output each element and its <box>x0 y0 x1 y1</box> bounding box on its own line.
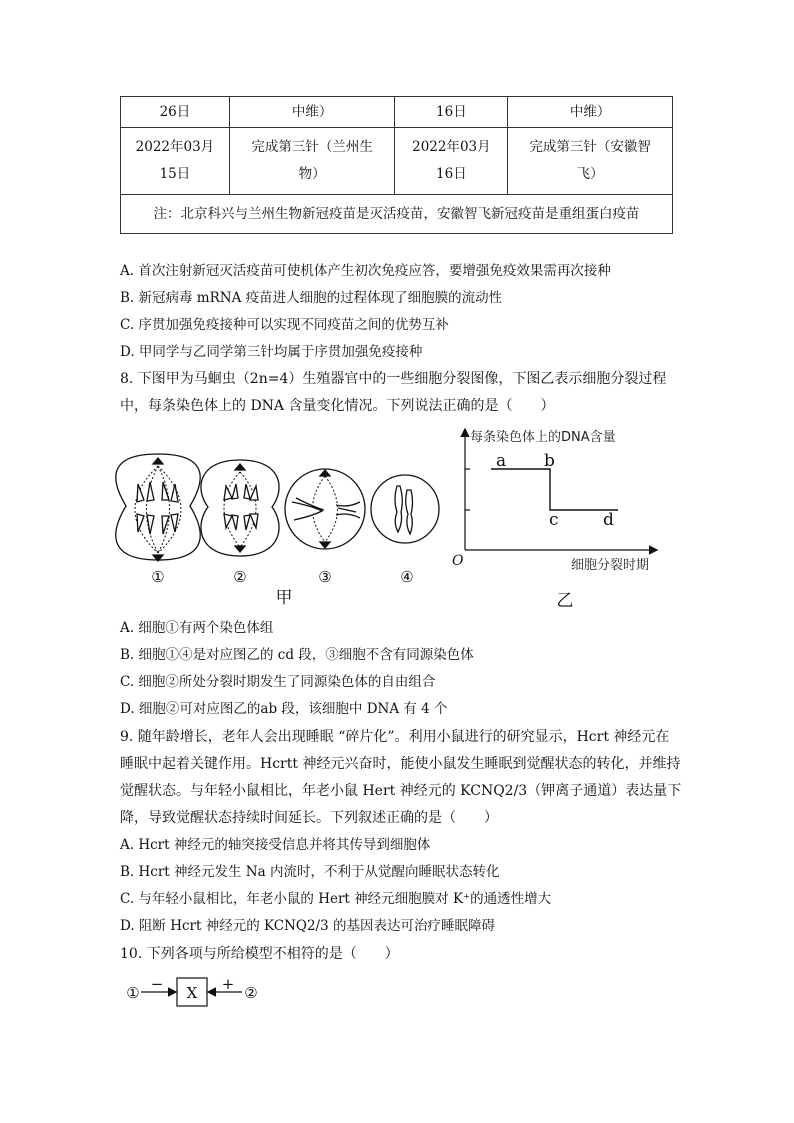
q8-option-c: C. 细胞②所处分裂时期发生了同源染色体的自由组合 <box>120 674 436 690</box>
q8-option-a: A. 细胞①有两个染色体组 <box>120 620 274 636</box>
q7-option-c: C. 序贯加强免疫接种可以实现不同疫苗之间的优势互补 <box>120 317 449 333</box>
point-a: a <box>496 451 507 471</box>
cell-2 <box>201 460 279 556</box>
point-c: c <box>549 510 559 530</box>
q8-option-d: D. 细胞②可对应图乙的ab 段，该细胞中 DNA 有 4 个 <box>120 701 448 717</box>
cell-1 <box>116 454 200 561</box>
model-minus-sign: − <box>150 975 164 993</box>
q8-option-b: B. 细胞①④是对应图乙的 cd 段，③细胞不含有同源染色体 <box>120 647 474 663</box>
y-axis-label: 每条染色体上的DNA含量 <box>470 430 616 445</box>
panel-label-yi: 乙 <box>556 591 574 611</box>
table-cell: 2022年03月 15日 <box>121 128 230 195</box>
table-cell: 中维） <box>508 97 673 128</box>
table-cell: 2022年03月 16日 <box>395 128 508 195</box>
point-b: b <box>544 451 555 471</box>
table-cell: 26日 <box>121 97 230 128</box>
model-left-label: ① <box>126 984 140 1002</box>
point-d: d <box>603 510 614 530</box>
table-cell: 16日 <box>395 97 508 128</box>
q7-option-d: D. 甲同学与乙同学第三针均属于序贯加强免疫接种 <box>120 344 423 360</box>
cell-label-1: ① <box>151 568 165 586</box>
q8-stem-line2: 中，每条染色体上的 DNA 含量变化情况。下列说法正确的是（ ） <box>120 398 555 414</box>
q8-stem-line1: 8. 下图甲为马蛔虫（2n=4）生殖器官中的一些细胞分裂图像，下图乙表示细胞分裂过程 <box>120 371 667 387</box>
table-note: 注：北京科兴与兰州生物新冠疫苗是灭活疫苗，安徽智飞新冠疫苗是重组蛋白疫苗 <box>121 195 673 234</box>
q10-stem: 10. 下列各项与所给模型不相符的是（ ） <box>120 946 399 962</box>
model-box-label: X <box>186 984 198 1002</box>
q9-stem-line3: 觉醒状态。与年轻小鼠相比，年老小鼠 Hert 神经元的 KCNQ2/3（钾离子通道）表达量下 <box>120 783 682 799</box>
q9-option-b: B. Hcrt 神经元发生 Na 内流时，不利于从觉醒向睡眠状态转化 <box>120 864 500 880</box>
cell-label-3: ③ <box>318 568 332 586</box>
cell-label-4: ④ <box>400 568 414 586</box>
cell-3 <box>285 469 365 549</box>
q9-option-d: D. 阻断 Hcrt 神经元的 KCNQ2/3 的基因表达可治疗睡眠障碍 <box>120 918 495 934</box>
origin-label: O <box>452 553 464 569</box>
dna-curve <box>491 469 618 510</box>
q9-option-c: C. 与年轻小鼠相比，年老小鼠的 Hert 神经元细胞膜对 K⁺的通透性增大 <box>120 891 552 907</box>
model-right-label: ② <box>244 984 258 1002</box>
q9-stem-line2: 睡眠中起着关键作用。Hcrtt 神经元兴奋时，能使小鼠发生睡眠到觉醒状态的转化，并维持 <box>120 756 681 772</box>
model-plus-sign: + <box>221 975 235 993</box>
x-axis-label: 细胞分裂时期 <box>571 558 650 573</box>
cell-4 <box>371 475 439 543</box>
q9-stem-line4: 降，导致觉醒状态持续时间延长。下列叙述正确的是（ ） <box>120 810 498 826</box>
dna-graph <box>465 430 656 550</box>
table-cell: 完成第三针（安徽智 飞） <box>508 128 673 195</box>
q7-option-b: B. 新冠病毒 mRNA 疫苗进人细胞的过程体现了细胞膜的流动性 <box>120 290 503 306</box>
panel-label-jia: 甲 <box>275 588 293 608</box>
table-cell: 中维） <box>229 97 395 128</box>
q9-option-a: A. Hcrt 神经元的轴突接受信息并将其传导到细胞体 <box>120 837 431 853</box>
q9-stem-line1: 9. 随年龄增长，老年人会出现睡眠 “碎片化”。利用小鼠进行的研究显示，Hcrt 神经元在 <box>120 729 670 745</box>
cell-label-2: ② <box>233 568 247 586</box>
q7-option-a: A. 首次注射新冠灭活疫苗可使机体产生初次免疫应答，要增强免疫效果需再次接种 <box>120 263 611 279</box>
table-cell: 完成第三针（兰州生 物） <box>229 128 395 195</box>
